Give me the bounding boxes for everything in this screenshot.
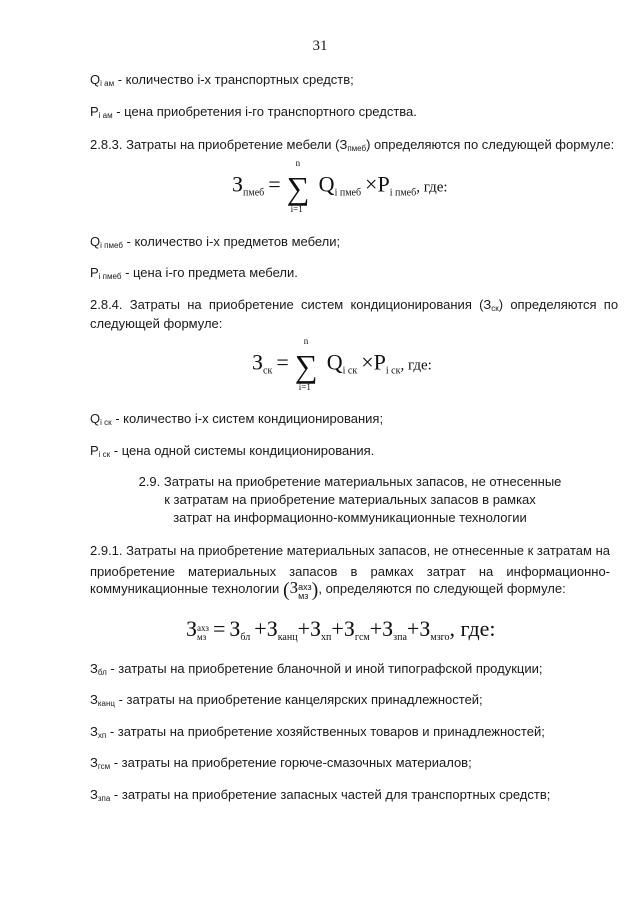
formula-air-conditioning: [252, 336, 432, 392]
definition-text: - количество i-х систем кондиционирования;: [111, 411, 384, 426]
definition-text: - количество i-х предметов мебели;: [122, 234, 341, 249]
symbol: P: [90, 265, 99, 280]
definition-text: - затраты на приобретение канцелярских принадлежностей;: [114, 692, 483, 707]
sum-top: n: [295, 158, 301, 168]
formula-lhs-sub: пмеб: [243, 187, 265, 199]
paragraph-text-end: , определяются по следующей формуле:: [318, 581, 566, 596]
term-sub: мзго: [430, 632, 450, 643]
formula-tail: , где:: [416, 179, 448, 196]
definition-z-kanc: [90, 692, 483, 712]
definition-z-hp: [90, 724, 545, 744]
paragraph-text-end: ) определяются по следующей формуле:: [366, 137, 615, 152]
subscript: ск: [491, 304, 499, 313]
subscript: i ск: [98, 450, 111, 459]
definition-text: - цена i-го предмета мебели.: [121, 265, 298, 280]
subscript: i ам: [100, 79, 115, 88]
formula-eq: =: [268, 171, 281, 197]
subscript: канц: [97, 699, 115, 708]
symbol: З: [90, 787, 98, 802]
term-sub: канц: [277, 632, 298, 643]
definition-q-am: [90, 72, 354, 92]
paragraph-line: 2.9.1. Затраты на приобретение материальных запасов, не отнесенные к затратам на: [90, 543, 610, 558]
subscript: i ам: [98, 111, 113, 120]
term: З: [229, 616, 241, 641]
subscript: гсм: [97, 762, 111, 771]
paragraph-text: коммуникационные технологии: [90, 581, 283, 596]
definition-z-bl: [90, 661, 543, 681]
symbol: Q: [90, 234, 101, 249]
heading-line: 2.9. Затраты на приобретение материальных запасов, не отнесенные: [138, 474, 562, 489]
paragraph-text: 2.8.4. Затраты на приобретение систем кондиционирования (З: [90, 297, 492, 312]
formula-times: ×: [361, 349, 374, 375]
sum-bottom: i=1: [298, 382, 311, 392]
formula-tail: , где:: [400, 357, 432, 374]
subscript: i пмеб: [100, 241, 123, 250]
paragraph-text: 2.8.3. Затраты на приобретение мебели (З: [90, 137, 348, 152]
symbol: З: [90, 661, 98, 676]
symbol: З: [90, 692, 98, 707]
term-sub: хп: [321, 632, 332, 643]
definition-p-ac: [90, 443, 374, 463]
formula-q-sub: i ск: [342, 365, 358, 377]
formula-lhs-sup: ахз: [197, 623, 209, 633]
formula-tail: , где:: [449, 616, 496, 641]
formula-q-sub: i пмеб: [334, 187, 362, 199]
formula-furniture: [232, 158, 448, 214]
paragraph-2-8-4-line1: [90, 297, 618, 317]
definition-text: - цена одной системы кондиционирования.: [110, 443, 375, 458]
definition-z-zpa: [90, 787, 550, 807]
definition-p-furniture: [90, 265, 298, 285]
page-number: 31: [312, 38, 328, 54]
definition-text: - затраты на приобретение горюче-смазочных материалов;: [110, 755, 472, 770]
formula-p-sub: i ск: [385, 365, 401, 377]
subscript: пмеб: [347, 144, 367, 153]
term: З: [419, 616, 431, 641]
heading-line: затрат на информационно-коммуникационные технологии: [173, 510, 527, 525]
term: З: [343, 616, 355, 641]
symbol: P: [90, 104, 99, 119]
paragraph-2-8-3: [90, 137, 614, 157]
symbol: P: [90, 443, 99, 458]
plus: +: [331, 616, 344, 641]
formula-q: Q: [318, 171, 335, 197]
definition-text: - количество i-х транспортных средств;: [114, 72, 354, 87]
term-sub: гсм: [354, 632, 370, 643]
inline-sup: ахз: [298, 582, 312, 592]
definition-p-am: [90, 104, 417, 124]
inline-symbol: З: [289, 578, 299, 597]
definition-q-furniture: [90, 234, 340, 254]
subscript: i пмеб: [98, 272, 122, 281]
formula-lhs: З: [186, 616, 198, 641]
formula-q: Q: [326, 349, 343, 375]
subscript: i ск: [100, 418, 112, 427]
formula-lhs-sub: ск: [263, 365, 273, 377]
sum-top: n: [303, 336, 309, 346]
subscript: бл: [97, 668, 107, 677]
plus: +: [369, 616, 383, 641]
subscript: хп: [97, 731, 107, 740]
term-sub: бл: [240, 632, 251, 643]
formula-times: ×: [365, 171, 378, 197]
sum-symbol: ∑ n i=1: [294, 336, 318, 392]
plus: +: [406, 616, 420, 641]
definition-text: - цена приобретения i-го транспортного средства.: [112, 104, 417, 119]
definition-q-ac: [90, 411, 383, 431]
sum-bottom: i=1: [290, 204, 303, 214]
inline-sub: мз: [298, 591, 309, 601]
formula-material-stocks: [186, 616, 496, 643]
symbol: З: [90, 755, 98, 770]
formula-p-sub: i пмеб: [389, 187, 417, 199]
formula-lhs: З: [232, 171, 244, 197]
definition-text: - затраты на приобретение запасных частей для транспортных средств;: [110, 787, 551, 802]
paragraph-2-9-1: [90, 540, 610, 582]
formula-eq: =: [212, 616, 226, 641]
sum-symbol: ∑ n i=1: [286, 158, 310, 214]
plus: +: [297, 616, 310, 641]
formula-eq: =: [276, 349, 289, 375]
symbol: З: [90, 724, 98, 739]
paragraph-text-end: ) определяются по: [498, 297, 619, 312]
section-heading-2-9: [90, 473, 610, 527]
term: З: [310, 616, 322, 641]
term: З: [266, 616, 278, 641]
formula-p: P: [377, 171, 390, 197]
term-sub: зпа: [393, 632, 407, 643]
paragraph-2-8-4-line2: следующей формуле:: [90, 316, 223, 331]
paragraph-2-9-1-line3: коммуникационные технологии (З ахз мз ), определяются по следующей формуле:: [90, 578, 566, 601]
term: З: [382, 616, 394, 641]
plus: +: [254, 616, 267, 641]
definition-z-gsm: [90, 755, 472, 775]
paragraph-line: приобретение материальных запасов в рамках затрат на информационно-: [90, 564, 610, 579]
formula-lhs-sub: мз: [197, 632, 207, 642]
symbol: Q: [90, 411, 101, 426]
formula-p: P: [373, 349, 386, 375]
subscript: зпа: [97, 794, 111, 803]
definition-text: - затраты на приобретение бланочной и иной типографской продукции;: [106, 661, 543, 676]
symbol: Q: [90, 72, 101, 87]
heading-line: к затратам на приобретение материальных запасов в рамках: [164, 492, 536, 507]
definition-text: - затраты на приобретение хозяйственных товаров и принадлежностей;: [106, 724, 545, 739]
formula-lhs: З: [252, 349, 264, 375]
